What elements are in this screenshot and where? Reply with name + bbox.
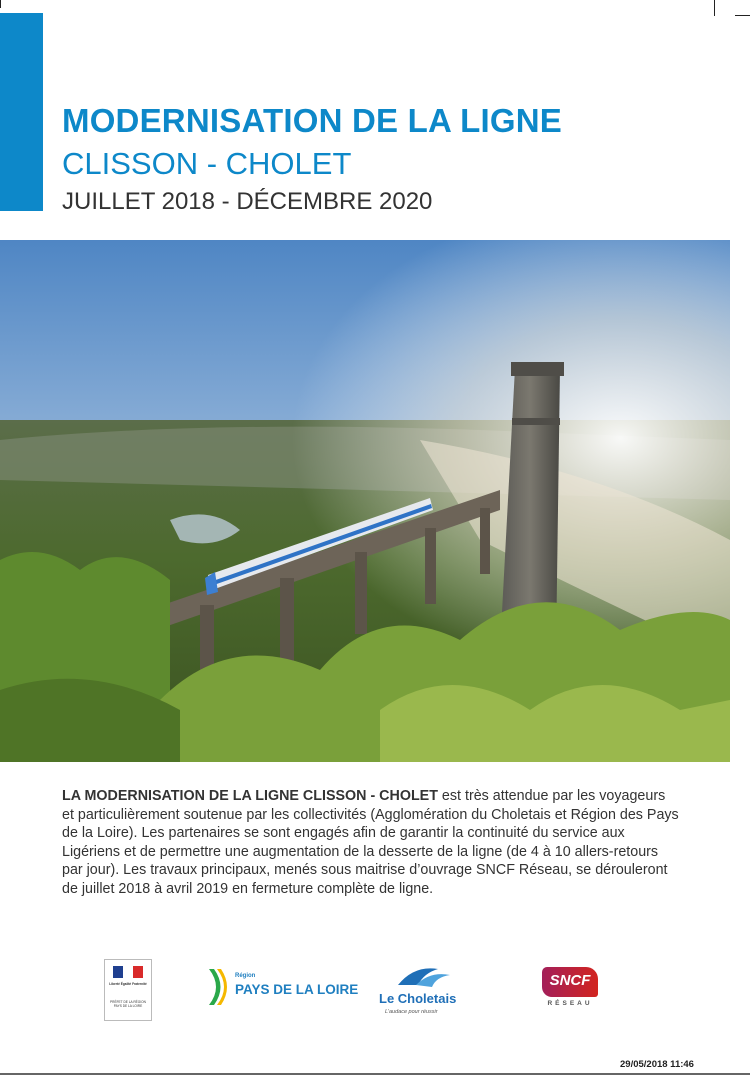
prefecture-motto: Liberté Égalité Fraternité — [109, 982, 147, 986]
crop-mark-top-left — [0, 0, 1, 8]
date-range: JUILLET 2018 - DÉCEMBRE 2020 — [62, 188, 433, 215]
print-timestamp: 29/05/2018 11:46 — [620, 1059, 694, 1070]
sncf-reseau-label: RÉSEAU — [547, 1000, 593, 1007]
choletais-name: Le Choletais — [379, 991, 457, 1006]
sncf-reseau-logo — [540, 967, 600, 1013]
partner-logos — [0, 955, 750, 1025]
choletais-logo — [376, 963, 472, 1019]
french-flag-icon — [113, 966, 143, 978]
sncf-word: SNCF — [549, 972, 591, 989]
crop-mark-top-right — [714, 0, 715, 16]
bottom-rule — [0, 1073, 750, 1075]
pays-de-la-loire-name: PAYS DE LA LOIRE — [235, 982, 359, 997]
page-title: MODERNISATION DE LA LIGNE — [62, 102, 562, 139]
prefecture-name: PRÉFET DE LA RÉGION PAYS DE LA LOIRE — [110, 1000, 146, 1008]
pays-de-la-loire-swoosh-icon — [205, 967, 233, 1007]
crop-mark-top-right-h — [735, 15, 750, 16]
choletais-bird-icon — [394, 963, 454, 991]
intro-body: est très attendue par les voyageurs et particulièrement soutenue par les collectivités (Agglomération du Choletais et Région des Pays de la Loire). Les partenaires se sont engagés afin de garantir la continuité du service aux Ligériens et de permettre une augmentation de la desserte de la ligne (de 4 à 10 allers-retours par jour). Les travaux principaux, menés sous maitrise d’ouvrage SNCF Réseau, se dérouleront de juillet 2018 à avril 2019 en fermeture complète de ligne. — [62, 788, 679, 897]
intro-lead: LA MODERNISATION DE LA LIGNE CLISSON - CHOLET — [62, 788, 438, 804]
prefecture-logo — [104, 959, 152, 1021]
pays-de-la-loire-region: Région — [235, 973, 256, 979]
accent-bar — [0, 13, 43, 211]
page-subtitle: CLISSON - CHOLET — [62, 146, 352, 181]
train-viaduct-photo — [0, 240, 730, 762]
pays-de-la-loire-logo — [205, 967, 359, 1007]
intro-paragraph — [62, 787, 680, 898]
choletais-slogan: L’audace pour réussir — [385, 1009, 438, 1015]
